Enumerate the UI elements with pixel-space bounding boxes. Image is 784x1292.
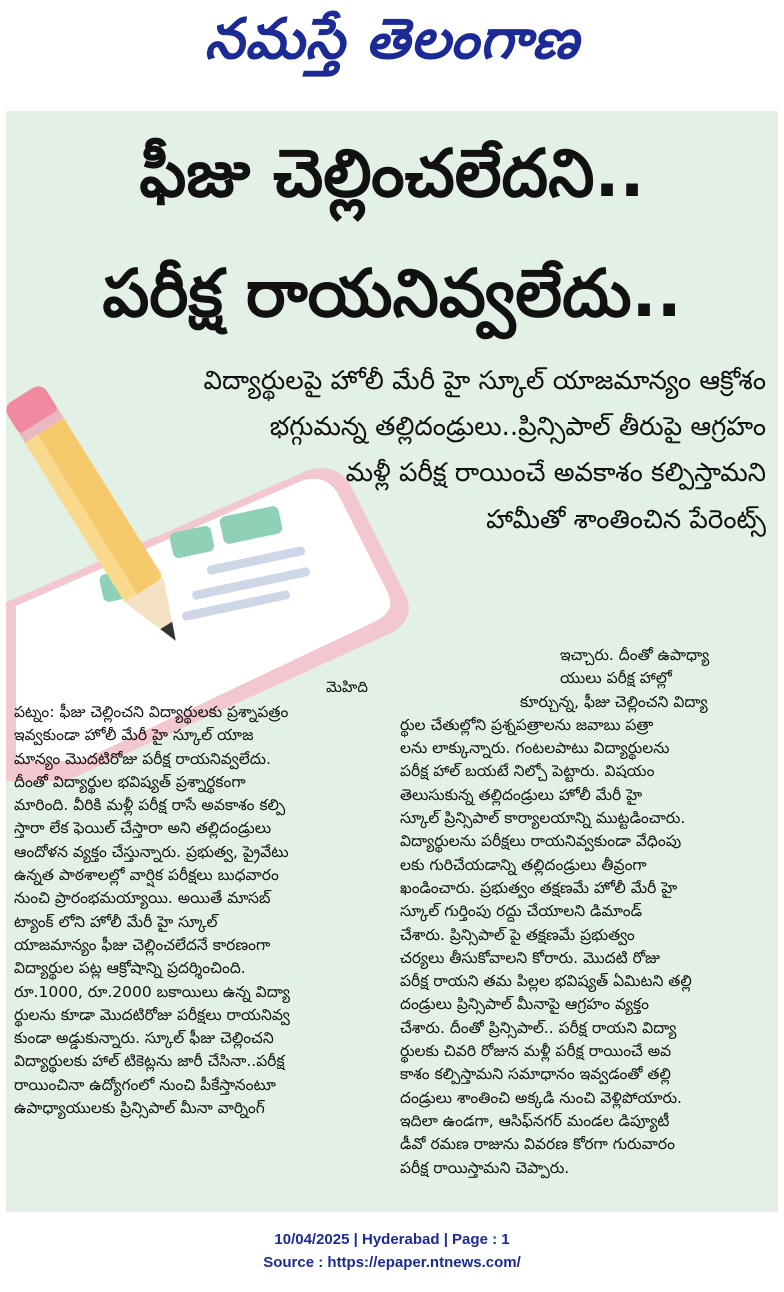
text-line: ర్థులకు చివరి రోజున మళ్లీ పరీక్ష రాయించే అవ: [400, 1042, 672, 1061]
subhead-line-3: మళ్లీ పరీక్ష రాయించే అవకాశం కల్పిస్తామని: [345, 458, 766, 488]
text-line: ఇదిలా ఉండగా, ఆసిఫ్‌నగర్ మండల డిప్యూటీ: [400, 1111, 670, 1130]
footer-date-edition: 10/04/2025 | Hyderabad | Page : 1: [274, 1231, 510, 1248]
text-line: ఉపాధ్యాయులకు ప్రిన్సిపాల్ మీనా వార్నింగ్: [14, 1099, 265, 1118]
text-line: విద్యార్థులకు హాల్ టికెట్లను జారీ చేసినా..పరీక్ష: [14, 1052, 285, 1071]
text-line: ఖండించారు. ప్రభుత్వం తక్షణమే హోలీ మేరీ హై: [400, 878, 678, 897]
text-line: దండ్రులు ప్రిన్సిపాల్ మీనాపై ఆగ్రహం వ్యక్తం: [400, 995, 649, 1014]
text-line: యాజమాన్యం ఫీజు చెల్లించలేదనే కారణంగా: [14, 935, 271, 954]
text-line: విద్యార్థులను పరీక్షలు రాయనివ్వకుండా వేధింపు: [400, 832, 682, 851]
text-line: లను లాక్కున్నారు. గంటలపాటు విద్యార్థులను: [400, 739, 670, 758]
masthead-title: నమస్తే తెలంగాణ: [204, 6, 580, 72]
text-line: లకు గురిచేయడాన్ని తల్లిదండ్రులు తీవ్రంగా: [400, 855, 647, 874]
byline: మెహిది: [326, 678, 368, 696]
text-line: రూ.1000, రూ.2000 బకాయిలు ఉన్న విద్యా: [14, 982, 290, 1001]
masthead: [0, 0, 784, 92]
subhead-line-4: హామీతో శాంతించిన పేరెంట్స్: [486, 505, 766, 535]
text-line: మారింది. వీరికి మళ్లీ పరీక్ష రాసే అవకాశం కల్పి: [14, 796, 286, 815]
text-line: కూర్చున్న, ఫీజు చెల్లించని విద్యా: [520, 692, 708, 711]
text-line: పరీక్ష రాయని తమ పిల్లల భవిష్యత్ ఏమిటని తల్లి: [400, 972, 692, 991]
text-line: తెలుసుకున్న తల్లిదండ్రులు హోలీ మేరీ హై: [400, 785, 643, 804]
text-line: రాయించినా ఉద్యోగంలో నుంచి పీకేస్తానంటూ: [14, 1075, 276, 1094]
subhead-line-1: విద్యార్థులపై హోలీ మేరీ హై స్కూల్ యాజమాన్యం ఆక్రోశం: [203, 366, 766, 396]
text-line: స్కూల్ గుర్తింపు రద్దు చేయాలని డిమాండ్: [400, 902, 643, 921]
text-line: మాన్యం మొదటిరోజు పరీక్ష రాయనివ్వలేదు.: [14, 749, 271, 768]
text-line: ఇచ్చారు. దీంతో ఉపాధ్యా: [560, 646, 710, 664]
text-line: పరీక్ష రాయిస్తామని చెప్పారు.: [400, 1158, 570, 1177]
text-line: దీంతో విద్యార్థుల భవిష్యత్ ప్రశ్నార్థకంగా: [14, 772, 246, 791]
text-line: చర్యలు తీసుకోవాలని కోరారు. మొదటి రోజు: [400, 948, 661, 967]
text-line: పరీక్ష హాల్ బయటే నిల్చో పెట్టారు. విషయం: [400, 762, 655, 781]
text-line: డీవో రమణ రాజును వివరణ కోరగా గురువారం: [400, 1135, 675, 1154]
text-line: ట్యాంక్ లోని హోలీ మేరీ హై స్కూల్: [14, 912, 218, 931]
text-line: ఆందోళన వ్యక్తం చేస్తున్నారు. ప్రభుత్వ, ప్రైవేటు: [14, 842, 289, 861]
text-line: ర్థుల చేతుల్లోని ప్రశ్నపత్రాలను జవాబు పత్రా: [400, 715, 654, 734]
text-line: పట్నం: ఫీజు చెల్లించని విద్యార్థులకు ప్రశ్నాపత్రం: [14, 703, 289, 721]
text-line: కుండా అడ్డుకున్నారు. స్కూల్ ఫీజు చెల్లించని: [14, 1029, 274, 1048]
text-line: చేశారు. దీంతో ప్రిన్సిపాల్.. పరీక్ష రాయని విద్యా: [400, 1018, 677, 1037]
left-column: [14, 701, 389, 1120]
text-line: ర్థులను కూడా మొదటిరోజు పరీక్షలు రాయనివ్వ: [14, 1005, 290, 1024]
headline-line-2: పరీక్ష రాయనివ్వలేదు..: [102, 255, 682, 332]
text-line: స్కూల్ ప్రిన్సిపాల్ కార్యాలయాన్ని ముట్టడించారు.: [400, 809, 686, 828]
text-line: నుంచి ప్రారంభమయ్యాయి. అయితే మాసబ్: [14, 889, 271, 908]
text-line: ఉన్నత పాఠశాలల్లో వార్షిక పరీక్షలు బుధవారం: [14, 866, 279, 885]
text-line: యులు పరీక్ష హాల్లో: [560, 669, 672, 688]
right-column: [400, 644, 770, 1180]
text-line: విద్యార్థుల పట్ల ఆక్రోషాన్ని ప్రదర్శించింది.: [14, 959, 246, 978]
headline-line-1: ఫీజు చెల్లించలేదని..: [139, 135, 645, 212]
text-line: ఇవ్వకుండా హోలీ మేరీ హై స్కూల్ యాజ: [14, 726, 254, 745]
text-line: స్తారా లేక ఫెయిల్ చేస్తారా అని తల్లిదండ్రులు: [14, 819, 272, 838]
text-line: దండ్రులు శాంతించి అక్కడి నుంచి వెళ్లిపోయారు.: [400, 1088, 682, 1107]
footer-source-link[interactable]: Source : https://epaper.ntnews.com/: [263, 1254, 521, 1271]
text-line: కాశం కల్పిస్తామని సమాధానం ఇవ్వడంతో తల్లి: [400, 1065, 671, 1084]
text-line: చేశారు. ప్రిన్సిపాల్ పై తక్షణమే ప్రభుత్వం: [400, 925, 635, 944]
subhead-line-2: భగ్గుమన్న తల్లిదండ్రులు..ప్రిన్సిపాల్ తీరుపై ఆగ్రహం: [269, 412, 766, 442]
news-clipping: [6, 111, 778, 1212]
